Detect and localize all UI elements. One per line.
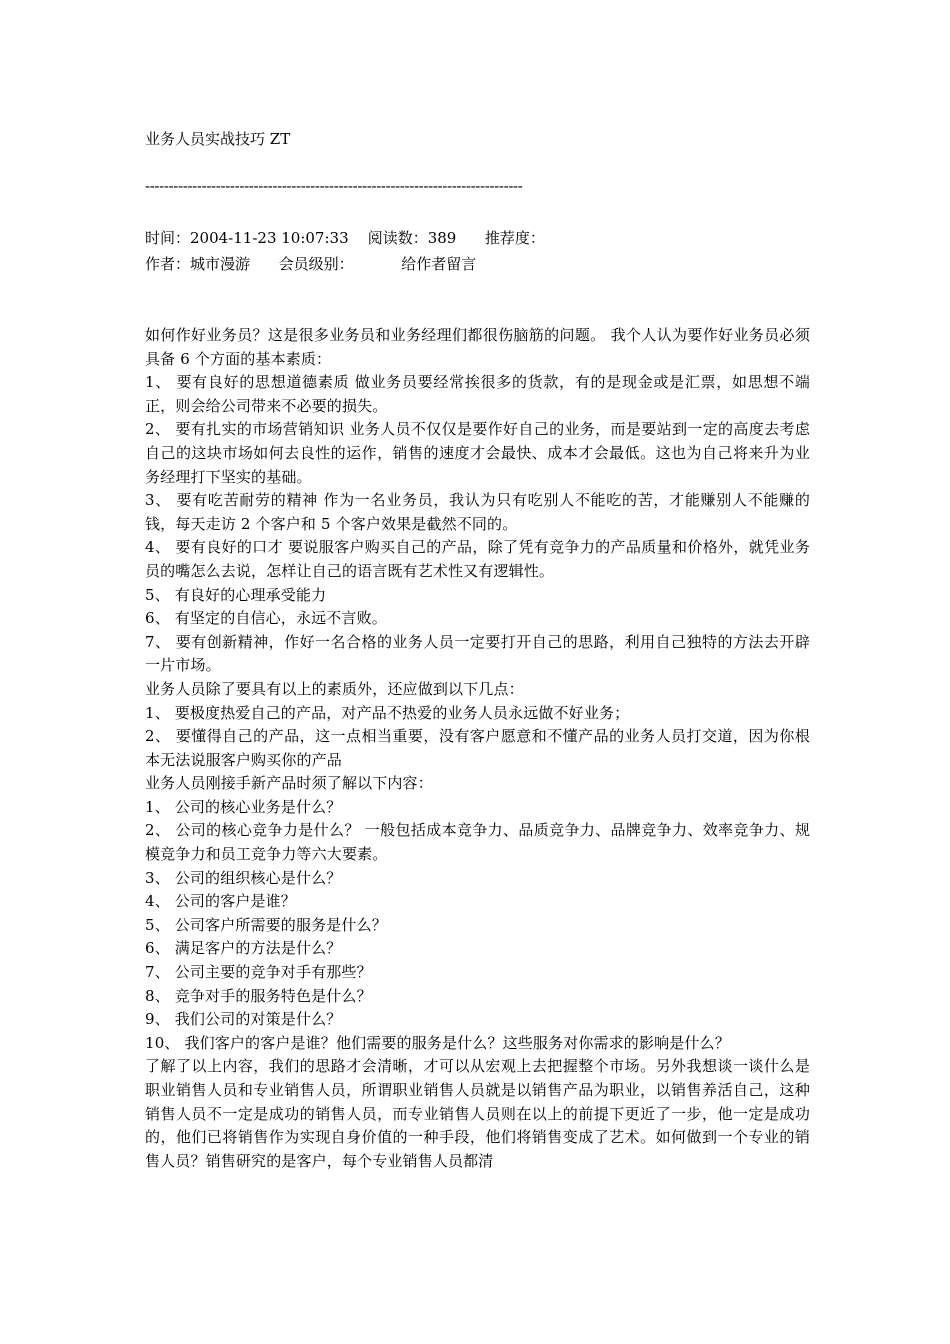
list-item: 6、 有坚定的自信心，永远不言败。: [145, 609, 387, 628]
list-item: 5、 公司客户所需要的服务是什么？: [145, 915, 387, 934]
article-title: 业务人员实战技巧 ZT: [145, 130, 291, 148]
article-body: [145, 324, 810, 1173]
paragraph: 业务人员除了要具有以上的素质外，还应做到以下几点：: [145, 679, 524, 698]
list-item: 6、 满足客户的方法是什么？: [145, 939, 342, 958]
article-meta-author: 作者：城市漫游 会员级别： 给作者留言: [145, 255, 477, 273]
list-item: 3、 公司的组织核心是什么？: [145, 868, 342, 887]
list-item: 1、 公司的核心业务是什么？: [145, 797, 342, 816]
paragraph: 了解了以上内容，我们的思路才会清晰，才可以从宏观上去把握整个市场。另外我想谈一谈什么是职业销售人员和专业销售人员，所谓职业销售人员就是以销售产品为职业，以销售养活自己，这种销售人员不一定是成功的销售人员，而专业销售人员则在以上的前提下更近了一步，他一定是成功的，他们已将销售作为实现自身价值的一种手段，他们将销售变成了艺术。如何做到一个专业的销售人员？销售研究的是客户，每个专业销售人员都清: [145, 1057, 810, 1170]
list-item: 1、 要极度热爱自己的产品，对产品不热爱的业务人员永远做不好业务；: [145, 703, 630, 722]
list-item: 10、 我们客户的客户是谁？他们需要的服务是什么？这些服务对你需求的影响是什么？: [145, 1033, 730, 1052]
list-item: 5、 有良好的心理承受能力: [145, 585, 327, 604]
list-item: 3、 要有吃苦耐劳的精神 作为一名业务员，我认为只有吃别人不能吃的苦，才能赚别人不能赚的钱，每天走访 2 个客户和 5 个客户效果是截然不同的。: [145, 491, 810, 533]
list-item: 9、 我们公司的对策是什么？: [145, 1010, 342, 1029]
list-item: 8、 竞争对手的服务特色是什么？: [145, 986, 372, 1005]
list-item: 4、 要有良好的口才 要说服客户购买自己的产品，除了凭有竞争力的产品质量和价格外，就凭业务员的嘴怎么去说，怎样让自己的语言既有艺术性又有逻辑性。: [145, 538, 810, 580]
article-meta-time: 时间：2004-11-23 10:07:33 阅读数：389 推荐度：: [145, 229, 545, 247]
paragraph: 业务人员刚接手新产品时须了解以下内容：: [145, 774, 433, 793]
list-item: 4、 公司的客户是谁？: [145, 892, 296, 911]
list-item: 2、 要有扎实的市场营销知识 业务人员不仅仅是要作好自己的业务，而是要站到一定的高度去考虑自己的这块市场如何去良性的运作，销售的速度才会最快、成本才会最低。这也为自己将来升为业务经理打下坚实的基础。: [145, 420, 810, 486]
list-item: 2、 公司的核心竞争力是什么？ 一般包括成本竞争力、品质竞争力、品牌竞争力、效率竞争力、规模竞争力和员工竞争力等六大要素。: [145, 821, 810, 864]
list-item: 1、 要有良好的思想道德素质 做业务员要经常挨很多的货款，有的是现金或是汇票，如思想不端正，则会给公司带来不必要的损失。: [145, 373, 810, 415]
paragraph: 如何作好业务员？这是很多业务员和业务经理们都很伤脑筋的问题。 我个人认为要作好业务员必须具备 6 个方面的基本素质：: [145, 326, 810, 368]
list-item: 2、 要懂得自己的产品，这一点相当重要，没有客户愿意和不懂产品的业务人员打交道，因为你根本无法说服客户购买你的产品: [145, 727, 810, 769]
list-item: 7、 要有创新精神，作好一名合格的业务人员一定要打开自己的思路，利用自己独特的方法去开辟一片市场。: [145, 632, 810, 675]
list-item: 7、 公司主要的竞争对手有那些？: [145, 963, 372, 982]
divider-line: --------------------------------------------------------------------------------: [145, 177, 523, 195]
